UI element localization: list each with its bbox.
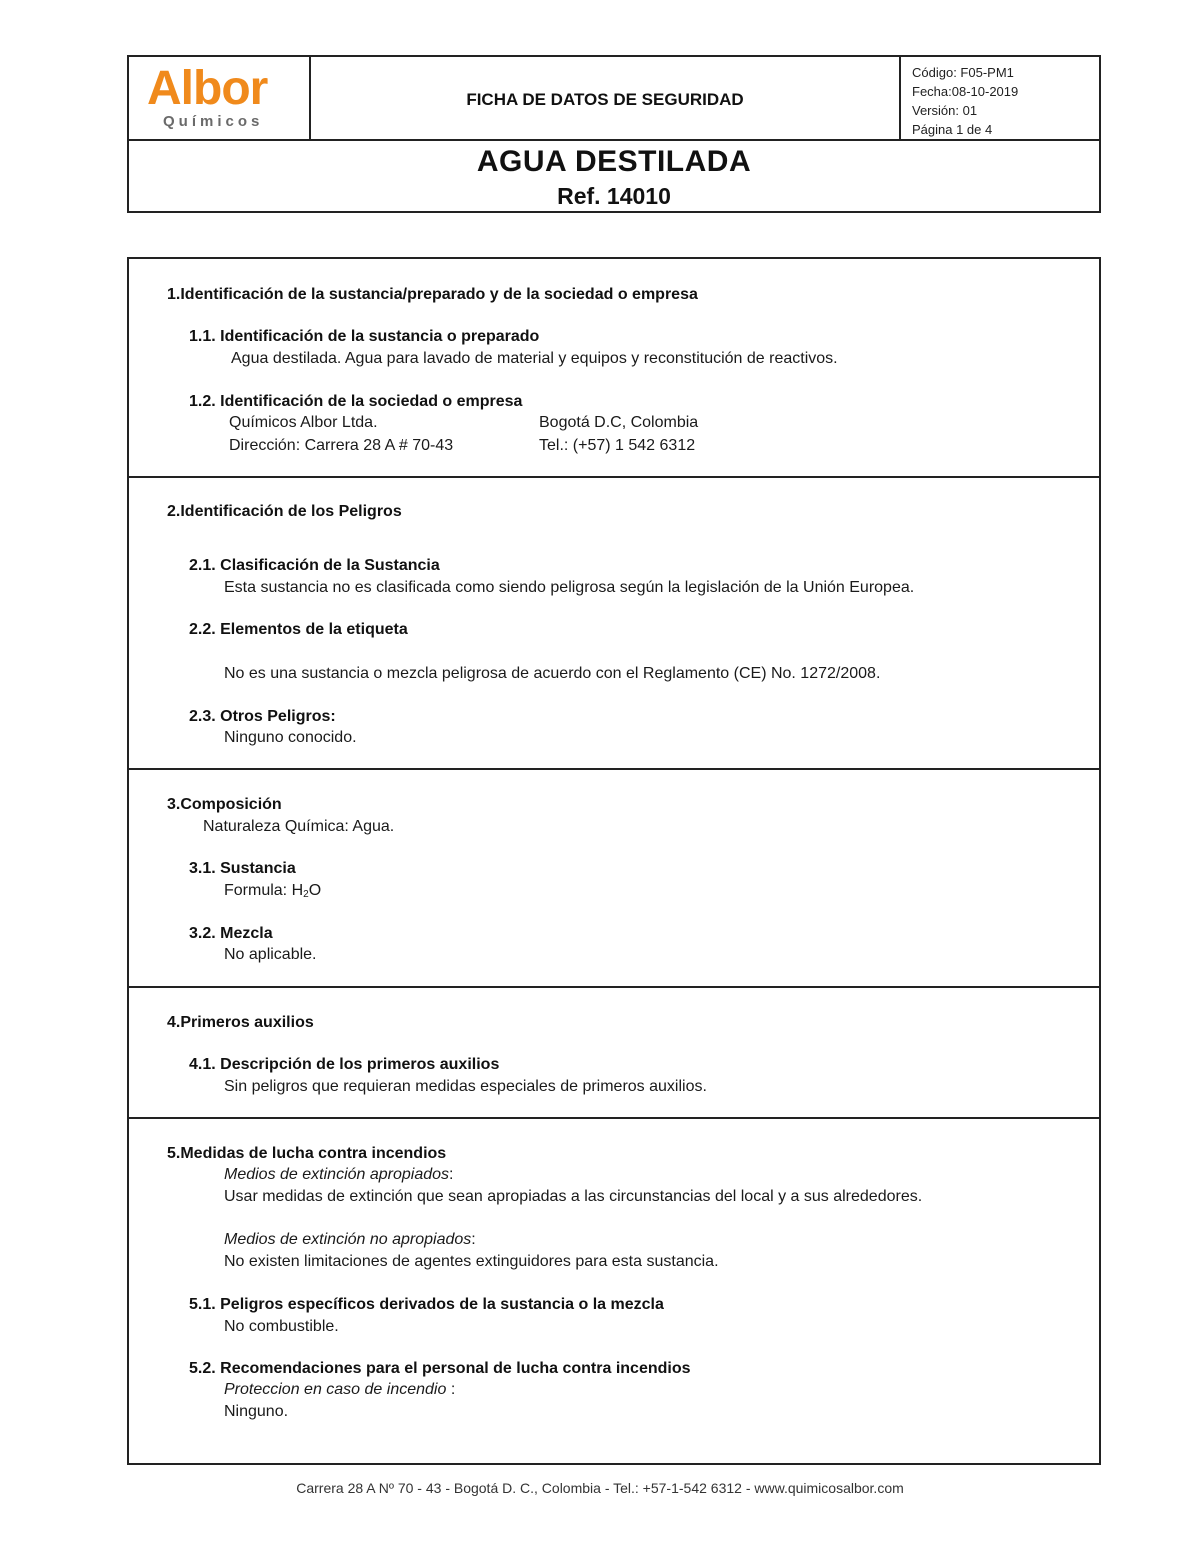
document-code: Código: F05-PM1 [912,65,1014,80]
section-4-heading: 4.Primeros auxilios [167,1014,314,1031]
formula-end: O [308,882,322,899]
section-3-2-text: No aplicable. [224,946,317,963]
appropriate-media-colon: : [449,1166,454,1183]
document-date: Fecha:08-10-2019 [912,84,1019,99]
section-5-2-text: Ninguno. [224,1403,289,1420]
section-2-heading: 2.Identificación de los Peligros [167,503,402,520]
company-phone: Tel.: (+57) 1 542 6312 [539,437,696,454]
section-divider [129,1117,1099,1119]
protection-colon: : [446,1381,456,1398]
section-2-2-title: 2.2. Elementos de la etiqueta [189,621,408,638]
section-5-1-text: No combustible. [224,1318,339,1335]
content-frame [127,257,1101,1465]
section-1-2-title: 1.2. Identificación de la sociedad o empresa [189,393,523,410]
document-version: Versión: 01 [912,103,978,118]
section-2-2-text: No es una sustancia o mezcla peligrosa de acuerdo con el Reglamento (CE) No. 1272/2008. [224,665,881,682]
section-divider [129,768,1099,770]
page-number: Página 1 de 4 [912,122,993,137]
product-ref: Ref. 14010 [557,183,671,209]
chemical-formula [224,881,321,905]
protection-label: Proteccion en caso de incendio [224,1381,447,1398]
section-5-heading: 5.Medidas de lucha contra incendios [167,1145,447,1162]
section-divider [129,986,1099,988]
section-3-1-title: 3.1. Sustancia [189,860,296,877]
appropriate-media-text: Usar medidas de extinción que sean apropiadas a las circunstancias del local y a sus alrededores. [224,1188,923,1205]
section-2-3-title: 2.3. Otros Peligros: [189,708,336,725]
appropriate-media [224,1165,453,1185]
section-2-3-text: Ninguno conocido. [224,729,357,746]
appropriate-media-label: Medios de extinción apropiados [224,1166,450,1183]
section-1-1-title: 1.1. Identificación de la sustancia o preparado [189,328,540,345]
header-top-row [129,57,1099,141]
inappropriate-media-label: Medios de extinción no apropiados [224,1231,472,1248]
protection-note [224,1380,455,1400]
section-5-1-title: 5.1. Peligros específicos derivados de la sustancia o la mezcla [189,1296,664,1313]
document-type-cell [311,57,901,139]
product-name: AGUA DESTILADA [476,145,752,178]
section-3-nature: Naturaleza Química: Agua. [203,818,395,835]
document-type: FICHA DE DATOS DE SEGURIDAD [466,90,744,109]
company-address: Dirección: Carrera 28 A # 70-43 [229,437,454,454]
company-logo: Albor [147,62,268,115]
inappropriate-media-text: No existen limitaciones de agentes extinguidores para esta sustancia. [224,1253,719,1270]
section-5-2-title: 5.2. Recomendaciones para el personal de lucha contra incendios [189,1360,691,1377]
formula-label: Formula: H [224,882,304,899]
section-3-2-title: 3.2. Mezcla [189,925,273,942]
section-1-1-text: Agua destilada. Agua para lavado de material y equipos y reconstitución de reactivos. [231,350,838,367]
section-4-1-text: Sin peligros que requieran medidas especiales de primeros auxilios. [224,1078,707,1095]
company-city: Bogotá D.C, Colombia [539,414,699,431]
inappropriate-media-colon: : [471,1231,476,1248]
page-footer: Carrera 28 A Nº 70 - 43 - Bogotá D. C., Colombia - Tel.: +57-1-542 6312 - www.quimicosalbor.com [296,1480,904,1496]
section-4-1-title: 4.1. Descripción de los primeros auxilios [189,1056,500,1073]
document-meta [901,57,1099,139]
section-divider [129,476,1099,478]
logo-cell [129,57,311,139]
section-1-heading: 1.Identificación de la sustancia/preparado y de la sociedad o empresa [167,286,698,303]
company-name: Químicos Albor Ltda. [229,414,378,431]
section-2-1-text: Esta sustancia no es clasificada como siendo peligrosa según la legislación de la Unión Europea. [224,579,915,596]
company-logo-subtitle: Químicos [163,113,264,130]
section-3-heading: 3.Composición [167,796,282,813]
section-2-1-title: 2.1. Clasificación de la Sustancia [189,557,440,574]
inappropriate-media [224,1230,476,1250]
document-header [127,55,1101,213]
formula-subscript: 2 [303,889,309,900]
